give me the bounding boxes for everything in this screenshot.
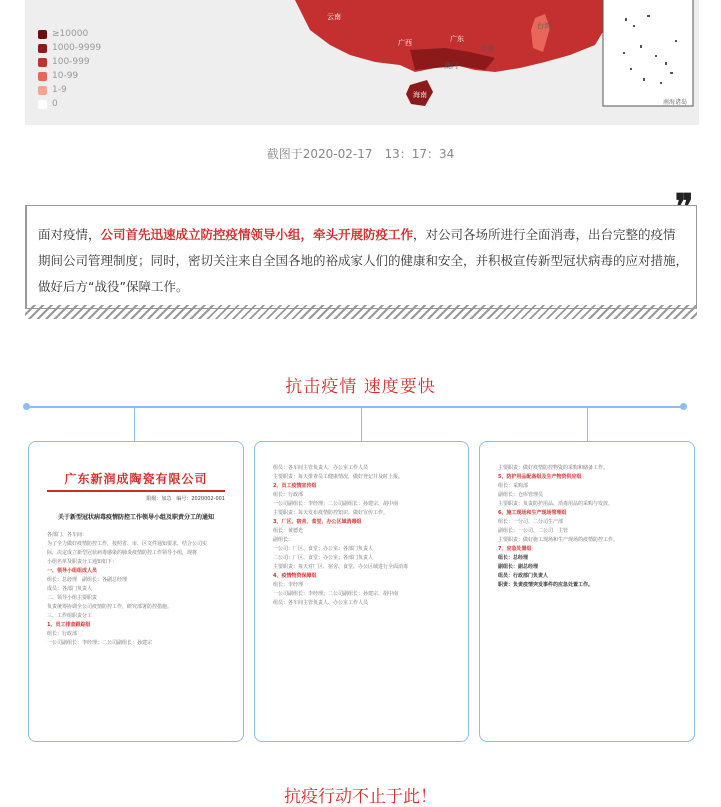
document-line: 组员：各车间主管负责人、办公室工作人员 [273, 600, 369, 606]
document-line: 一公司副组长：李经理；二公司副组长：孙建宗 [47, 640, 153, 646]
region-label-taiwan: 台湾 [537, 22, 551, 30]
document-line: 一公司副组长：李经理；二公司副组长：孙建宗、胡中南 [273, 591, 399, 597]
document-heading: 关于新型冠状病毒疫情防控工作领导小组及职责分工的通知 [57, 514, 214, 521]
quote-text [38, 222, 688, 300]
legend-swatch [38, 30, 47, 39]
legend-swatch [38, 100, 47, 109]
inset-label: 南海诸岛 [663, 99, 688, 106]
region-label-hongkong: 香港 [480, 45, 494, 53]
quote-highlight: 公司首先迅速成立防控疫情领导小组，牵头开展防疫工作 [100, 227, 414, 242]
timeline-connector [587, 408, 588, 442]
region-label-yunnan: 云南 [327, 13, 341, 21]
legend-item [38, 84, 67, 96]
legend-item [38, 56, 90, 68]
document-line: 组长：一分司、二分司生产部 [498, 519, 564, 525]
document-line: 副组长：仓库管理员 [498, 492, 544, 498]
legend-item [38, 28, 88, 40]
legend-item [38, 70, 78, 82]
document-line: 际，决定成立新型冠状病毒感染的肺炎疫情防控工作领导小组，现将 [47, 550, 198, 556]
bottom-section-title: 抗疫行动不止于此！ [284, 787, 437, 807]
document-page [47, 452, 225, 731]
region-label-guangxi: 广西 [398, 39, 412, 47]
document-line: 负责统筹协调全公司疫情防控工作，研究部署防控措施。 [47, 604, 173, 610]
document-card-1[interactable] [28, 441, 244, 742]
document-subheading: 7、应急处置组 [498, 546, 532, 552]
quote-part: ，对公司各场所进行全面消毒，出台完整的疫情期间公司管理制度；同时，密切关注来自全国各地的裕成家人们的健康和安全，并积极宣传新型冠状病毒的应对措施，做好后方“战役”保障工作。 [38, 227, 689, 294]
quote-hatch-decoration [25, 305, 697, 319]
document-line: 成员：各部门负责人 [47, 586, 93, 592]
document-line: 小组名单及职责分工通知如下： [47, 559, 118, 565]
document-subheading: 2、员工疫情宣传组 [273, 483, 317, 489]
document-line: 副组长：一公司、二公司 主管 [498, 528, 569, 534]
quote-marks-icon: ❞ [675, 187, 694, 227]
region-label-hainan: 海南 [413, 91, 427, 99]
timeline-connector [361, 408, 362, 442]
document-line: 主要职责：负责防护用品、消毒用品的采购与发放。 [498, 501, 614, 507]
legend-item [38, 98, 58, 110]
document-subheading: 3、厂区、宿舍、食堂、办公区域消毒组 [273, 519, 362, 525]
document-line: 为了全力做好疫情防控工作，按照省、市、区文件通知要求，结合公司实 [47, 541, 208, 547]
legend-swatch [38, 44, 47, 53]
section-title: 抗击疫情 速度要快 [285, 377, 436, 397]
document-line: 主要职责：做好疫情防控物资的采购和储备工作。 [498, 465, 609, 471]
document-line: 职责：负责疫情突发事件的应急处置工作。 [498, 582, 594, 588]
legend-label: 1000-9999 [52, 43, 102, 53]
document-card-3[interactable] [479, 441, 695, 742]
document-line: 二公司：厂区、食堂；办公室；各部门负责人 [273, 555, 374, 561]
document-line: 组员：行政部门负责人 [498, 573, 549, 579]
document-line: 各部门、各车间： [47, 532, 88, 538]
document-line: 组长：总经理 [498, 555, 529, 561]
document-line: 组长：李经理 [273, 582, 304, 588]
quote-part: 面对疫情， [38, 227, 101, 242]
document-line: 组长：黄德光 [273, 528, 304, 534]
document-line: 主要职责：每天对厂区、宿舍、食堂、办公区域进行全面消毒 [273, 564, 409, 570]
document-line: 组长：总经理 副组长：各副总经理 [47, 577, 128, 583]
document-line: 三、工作组职责分工 [47, 613, 93, 619]
document-line: 副组长： [273, 537, 294, 543]
timeline-dot [680, 403, 687, 410]
document-subheading: 6、施工现场和生产现场管理组 [498, 510, 567, 516]
document-line: 一公司：厂区、食堂；办公室：各部门负责人 [273, 546, 374, 552]
document-subheading: 1、员工排查跟踪组 [47, 622, 91, 628]
document-line: 组长：采购部 [498, 483, 529, 489]
map-graphic [25, 0, 699, 125]
document-company: 广东新润成陶瓷有限公司 [47, 470, 225, 492]
legend-label: 0 [52, 99, 58, 109]
document-subheading: 5、防护用品配备组及生产物资供应组 [498, 474, 582, 480]
legend-label: 10-99 [52, 71, 79, 81]
legend-label: ≥10000 [52, 29, 89, 39]
screenshot-timestamp: 截图于2020-02-17 13：17：34 [266, 147, 455, 161]
document-line: 二、领导小组主要职责 [47, 595, 98, 601]
document-meta: 限级：加急 编号：2020002-001 [146, 496, 225, 502]
legend-label: 100-999 [52, 57, 90, 67]
document-subheading: 一、领导小组组成人员 [47, 568, 98, 574]
timeline-connector [134, 408, 135, 442]
document-card-2[interactable] [254, 441, 469, 742]
legend-swatch [38, 86, 47, 95]
document-line: 组员：各车间主管负责人、办公室工作人员 [273, 465, 369, 471]
document-line: 主要职责：每天排查员工健康情况，做好登记并及时上报。 [273, 474, 404, 480]
legend-item [38, 42, 101, 54]
timeline-line [26, 406, 684, 408]
document-line: 组长：行政部 [273, 492, 304, 498]
document-line: 主要职责：每天发布疫情防控知识，做好宣传工作。 [273, 510, 389, 516]
region-label-macau: 澳门 [444, 62, 458, 70]
document-line: 组长：行政部 [47, 631, 78, 637]
region-label-guangdong: 广东 [450, 35, 464, 43]
timeline-dot [23, 403, 30, 410]
document-line: 副组长：副总经理 [498, 564, 539, 570]
legend-swatch [38, 58, 47, 67]
document-line: 主要职责：做好施工现场和生产现场的疫情防控工作。 [498, 537, 619, 543]
document-subheading: 4、疫情物资保障组 [273, 573, 317, 579]
legend-label: 1-9 [52, 85, 67, 95]
document-line: 一公司副组长：李经理；二公司副组长：孙建宗、胡中南 [273, 501, 399, 507]
document-page [498, 464, 676, 731]
document-page [273, 464, 450, 731]
legend-swatch [38, 72, 47, 81]
epidemic-map [25, 0, 699, 125]
